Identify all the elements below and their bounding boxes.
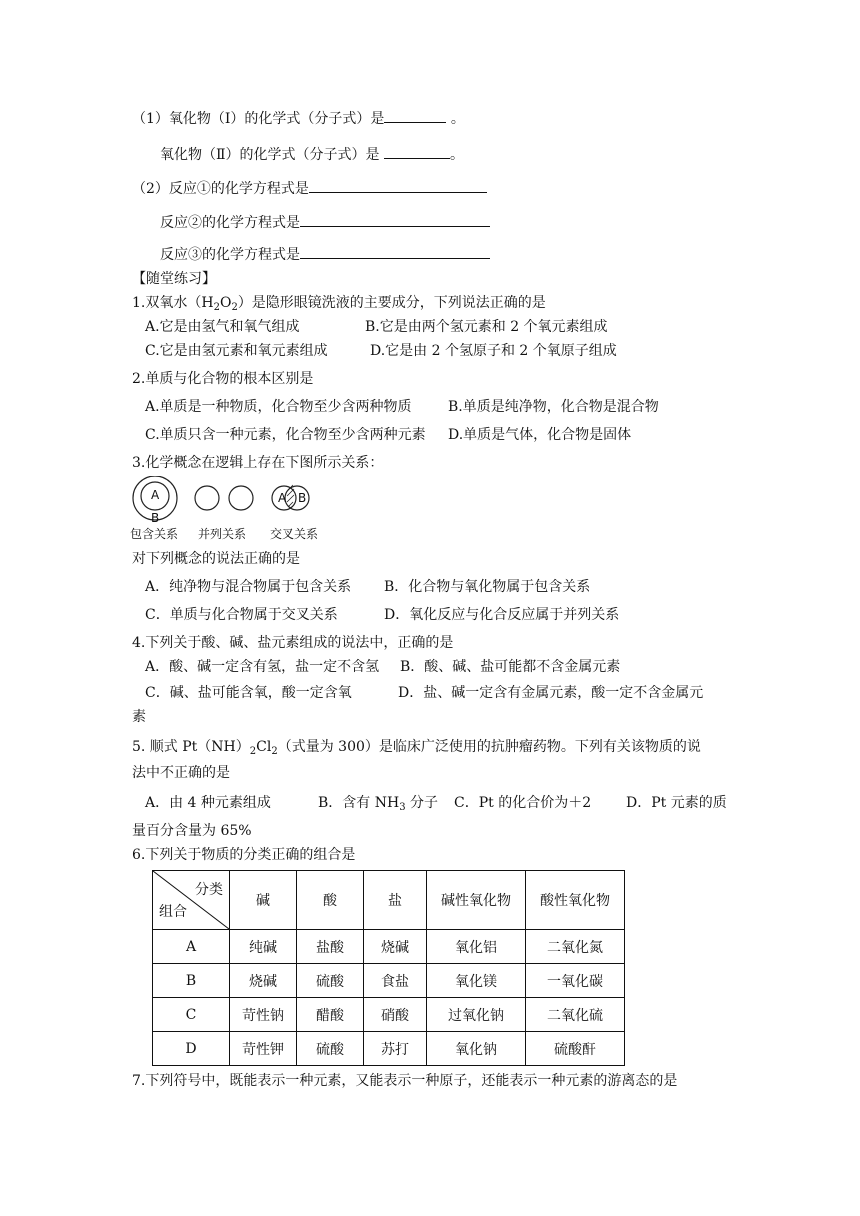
q4-option-d[interactable]: D．盐、碱一定含有金属元素，酸一定不含金属元 [398,685,704,701]
table-cell: 烧碱 [364,930,427,964]
table-cell: 氧化镁 [427,964,526,998]
q4-option-c[interactable]: C．碱、盐可能含氧，酸一定含氧 [145,685,352,701]
answer-blank[interactable] [384,144,450,159]
table-header-row [153,871,625,930]
q3-option-d[interactable]: D．氧化反应与化合反应属于并列关系 [384,607,620,623]
q4-option-b[interactable]: B．酸、碱、盐可能都不含金属元素 [400,659,621,675]
table-cell: 硫酸 [297,964,364,998]
table-corner-cell [153,871,230,930]
q5-option-b-text: 分子 [405,795,439,811]
table-row [153,998,625,1032]
diagram-label-a: A [278,491,287,505]
q2-reaction-2-prompt: 反应②的化学方程式是 [160,215,300,231]
diagram-label-b: B [151,511,160,525]
q5-option-d-cont: 量百分含量为 65% [132,823,252,839]
table-cell: 硫酸 [297,1032,364,1066]
q1-stem-text: 1.双氧水（H [132,295,214,311]
table-cell: 过氧化钠 [427,998,526,1032]
label-parallel: 并列关系 [198,527,247,541]
q5-option-c[interactable]: C．Pt 的化合价为＋2 [454,795,592,811]
table-cell: 一氧化碳 [526,964,625,998]
q5-option-b[interactable] [318,794,438,812]
q1-option-a[interactable]: A.它是由氢气和氧气组成 [145,319,300,335]
answer-blank[interactable] [309,178,487,193]
q2-reaction-1-prompt: （2）反应①的化学方程式是 [132,181,309,197]
q7-stem: 7.下列符号中，既能表示一种元素，又能表示一种原子，还能表示一种元素的游离态的是 [132,1073,678,1089]
q3-option-c[interactable]: C．单质与化合物属于交叉关系 [145,607,338,623]
hatch-line [287,495,294,502]
q2-option-b[interactable]: B.单质是纯净物，化合物是混合物 [448,399,659,415]
table-header-cell: 盐 [364,871,427,930]
table-cell: B [153,964,230,998]
table-row [153,1032,625,1066]
q5-stem-text: Cl [256,739,272,755]
q5-stem-text: （式量为 300）是临床广泛使用的抗肿瘤药物。下列有关该物质的说 [277,739,701,755]
q1-stem-text: ）是隐形眼镜洗液的主要成分，下列说法正确的是 [237,295,546,311]
q1-oxide-I-prompt: （1）氧化物（Ⅰ）的化学式（分子式）是 [132,111,385,127]
table-cell: 氧化钠 [427,1032,526,1066]
q3-lead: 对下列概念的说法正确的是 [132,551,300,567]
label-inclusion: 包含关系 [130,527,179,541]
table-header-cell: 碱性氧化物 [427,871,526,930]
table-cell: 二氧化氮 [526,930,625,964]
q1-stem [132,294,546,312]
subscript: 2 [249,746,257,757]
table-row [153,930,625,964]
table-cell: 氧化铝 [427,930,526,964]
q1-option-c[interactable]: C.它是由氢元素和氧元素组成 [145,343,328,359]
q3-option-b[interactable]: B．化合物与氧化物属于包含关系 [384,579,591,595]
q2-reaction-3-line [160,244,490,264]
q2-reaction-2-line [160,212,490,232]
table-header-cell: 碱 [230,871,297,930]
q3-option-a[interactable]: A．纯净物与混合物属于包含关系 [145,579,352,595]
q5-option-b-text: B．含有 NH [318,795,400,811]
diagram-label-a: A [151,488,160,502]
subscript: 2 [271,746,278,757]
table-cell: C [153,998,230,1032]
q4-option-a[interactable]: A．酸、碱一定含有氢，盐一定不含氢 [145,659,380,675]
q5-stem-cont: 法中不正确的是 [132,765,230,781]
q2-reaction-1-line [132,178,487,198]
practice-heading: 【随堂练习】 [132,271,216,287]
q1-oxide-I-line [132,108,465,128]
q2-option-d[interactable]: D.单质是气体，化合物是固体 [448,427,632,443]
table-cell: 苛性钾 [230,1032,297,1066]
subscript: 3 [399,802,406,813]
q1-oxide-II-suffix: 。 [449,147,464,163]
q5-stem-text: ） [235,739,250,755]
table-cell: 烧碱 [230,964,297,998]
table-cell: 硫酸酐 [526,1032,625,1066]
q2-reaction-3-prompt: 反应③的化学方程式是 [160,247,300,263]
answer-blank[interactable] [384,108,446,123]
q1-oxide-I-suffix: 。 [450,111,465,127]
classification-table [152,870,625,1066]
table-row [153,964,625,998]
table-cell: 硝酸 [364,998,427,1032]
table-header-cell: 酸性氧化物 [526,871,625,930]
q4-stem: 4.下列关于酸、碱、盐元素组成的说法中，正确的是 [132,635,454,651]
parallel-circle-right [229,486,253,510]
table-cell: A [153,930,230,964]
q1-oxide-II-prompt: 氧化物（Ⅱ）的化学式（分子式）是 [160,147,380,163]
table-cell: 二氧化硫 [526,998,625,1032]
subscript: 2 [213,302,220,313]
table-cell: 食盐 [364,964,427,998]
q1-option-b[interactable]: B.它是由两个氢元素和 2 个氧元素组成 [365,319,608,335]
q4-option-d-cont: 素 [132,709,146,725]
q2-option-c[interactable]: C.单质只含一种元素，化合物至少含两种元素 [145,427,426,443]
q5-option-d[interactable]: D．Pt 元素的质 [626,795,727,811]
answer-blank[interactable] [300,212,490,227]
q1-oxide-II-line [160,144,464,164]
q1-option-d[interactable]: D.它是由 2 个氢原子和 2 个氧原子组成 [370,343,617,359]
relation-diagram [130,476,330,546]
table-cell: 苏打 [364,1032,427,1066]
label-cross: 交叉关系 [270,527,319,541]
subscript: 2 [231,302,238,313]
diagram-label-b: B [298,491,307,505]
q2-stem: 2.单质与化合物的根本区别是 [132,371,314,387]
q5-stem-text: 5. 顺式 Pt（NH [132,739,236,755]
q1-stem-text: O [219,295,232,311]
q5-option-a[interactable]: A．由 4 种元素组成 [145,795,271,811]
table-cell: 苛性钠 [230,998,297,1032]
table-header-cell: 酸 [297,871,364,930]
table-cell: 纯碱 [230,930,297,964]
table-cell: 醋酸 [297,998,364,1032]
q5-stem [132,738,701,756]
q2-option-a[interactable]: A.单质是一种物质，化合物至少含两种物质 [145,399,412,415]
parallel-circle-left [195,486,219,510]
table-cell: D [153,1032,230,1066]
corner-label-top: 分类 [195,882,223,898]
corner-label-bottom: 组合 [159,904,187,920]
table-cell: 盐酸 [297,930,364,964]
q6-stem: 6.下列关于物质的分类正确的组合是 [132,847,356,863]
q3-stem: 3.化学概念在逻辑上存在下图所示关系： [132,455,384,471]
answer-blank[interactable] [300,244,490,259]
